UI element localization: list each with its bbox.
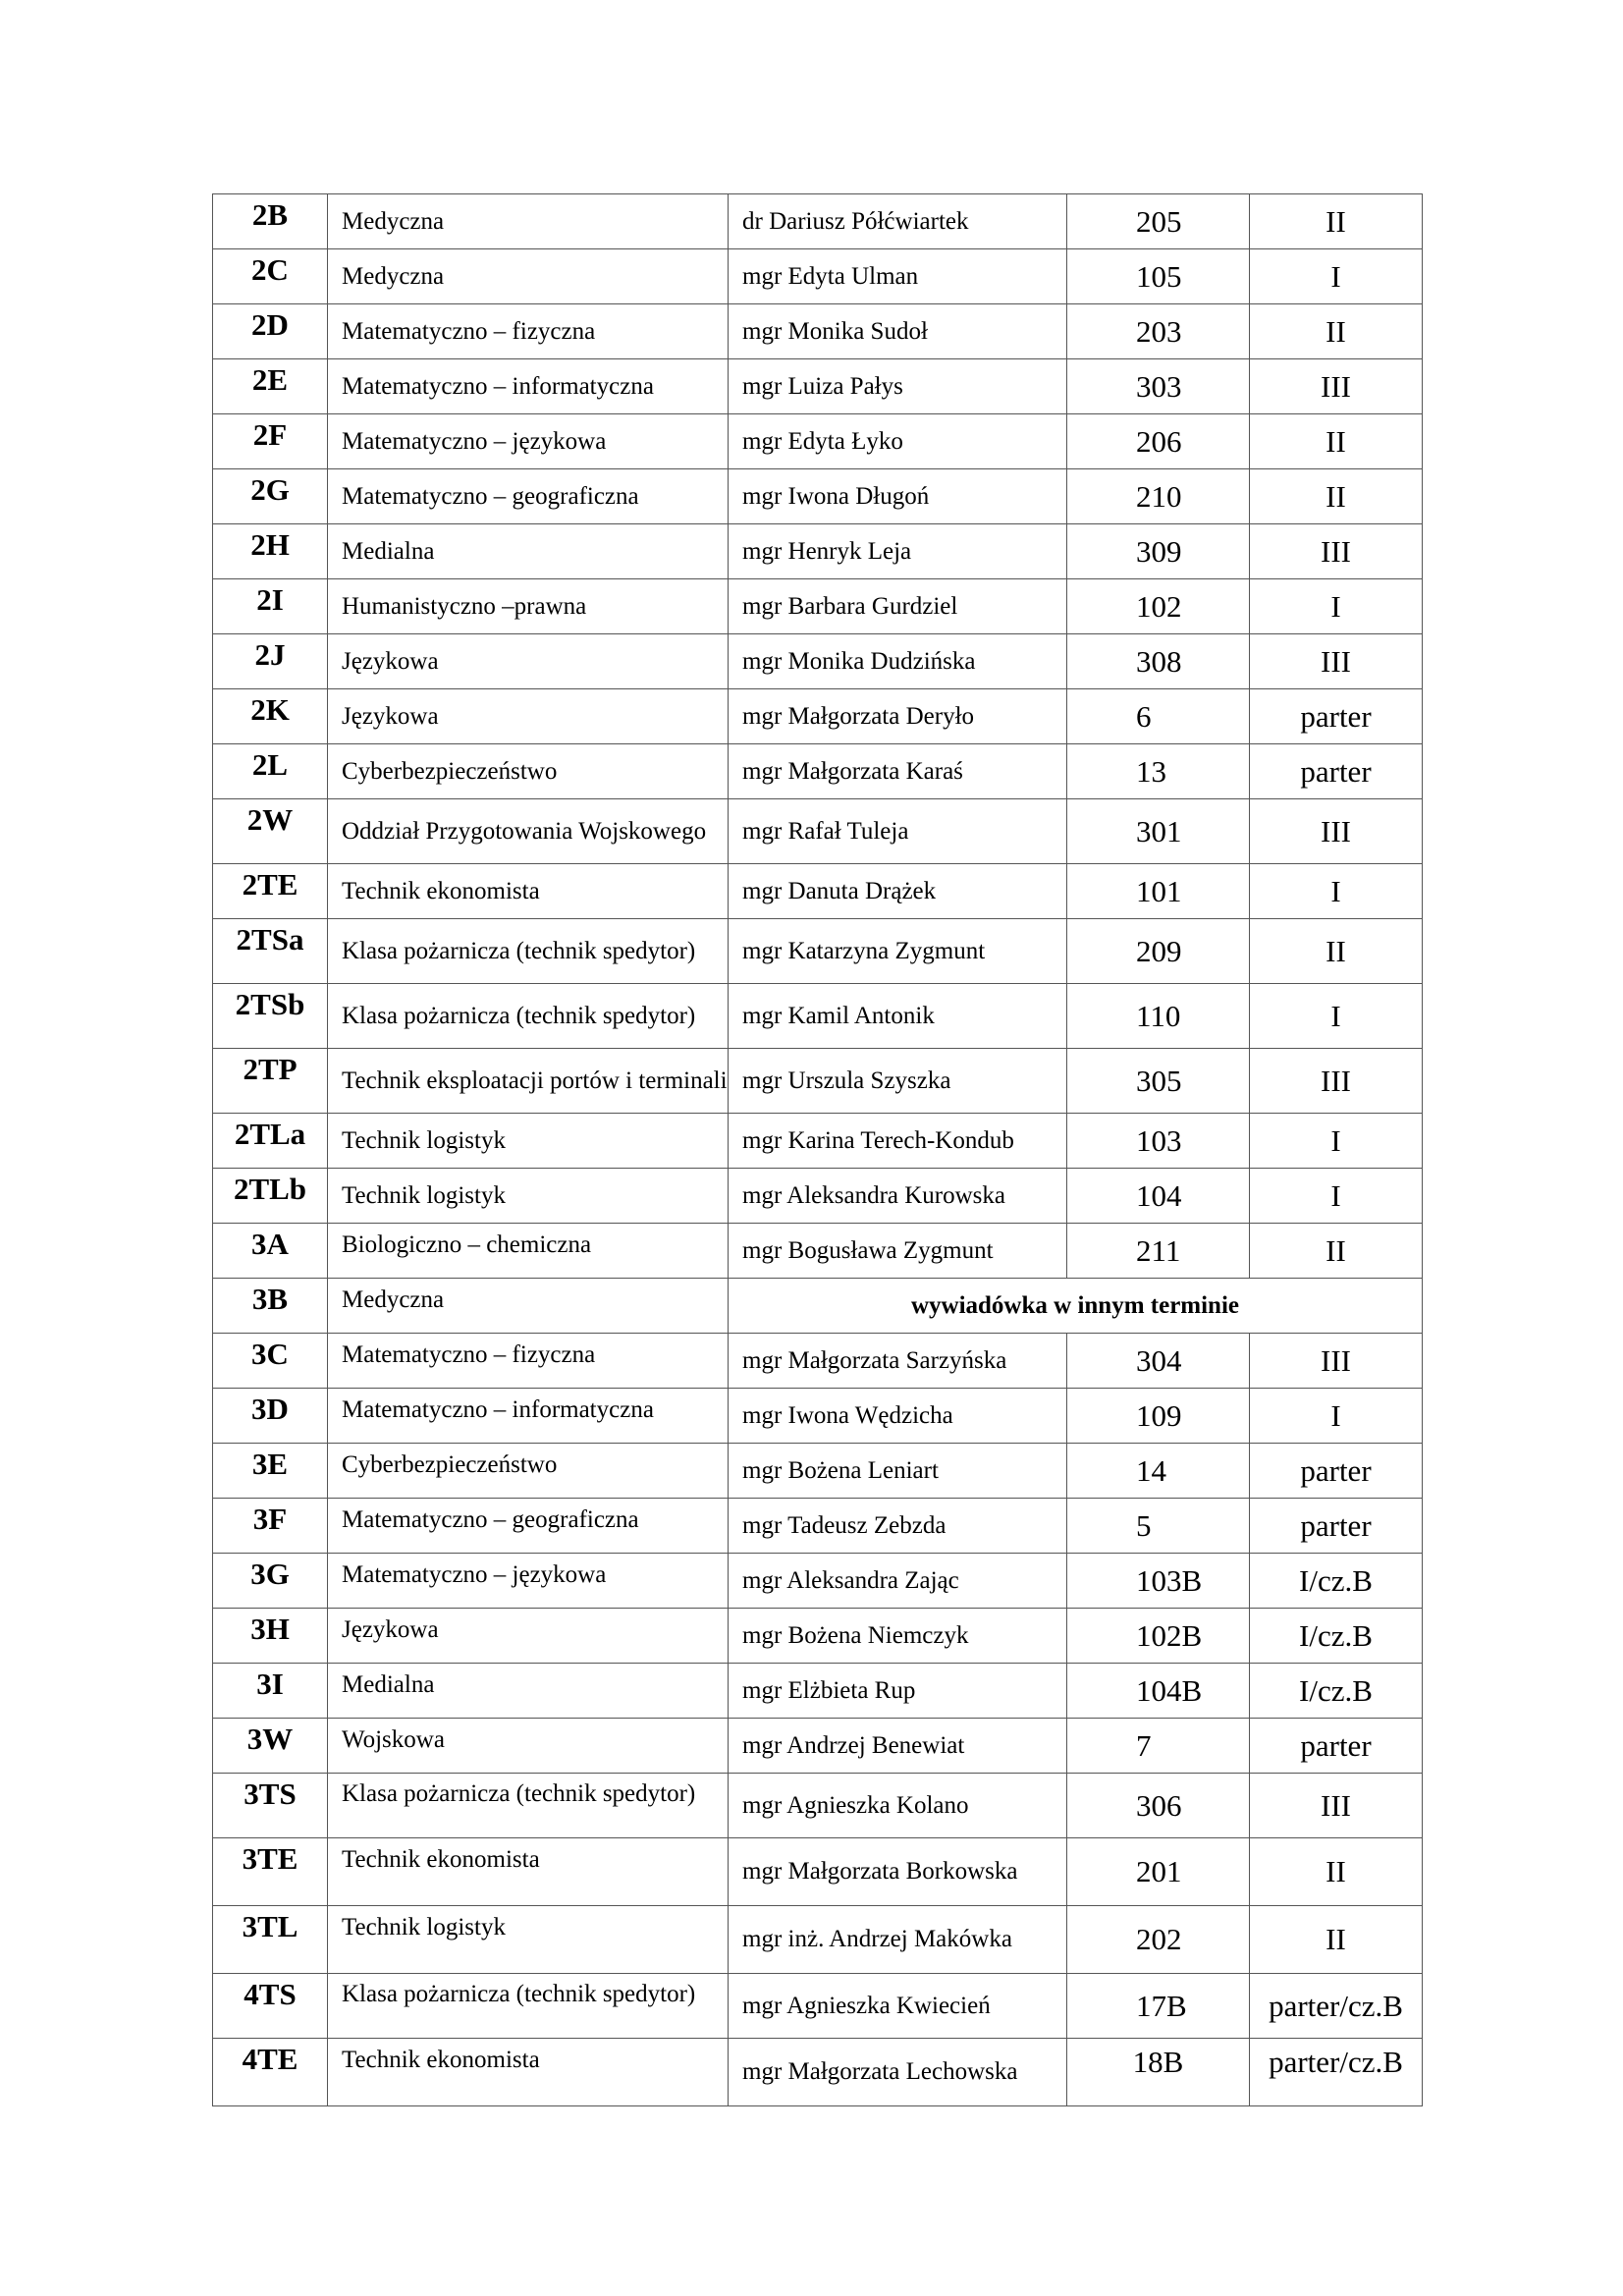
table-row (213, 1444, 1423, 1499)
teacher-name: mgr Rafał Tuleja (729, 799, 1067, 864)
teacher-name: mgr Aleksandra Kurowska (729, 1169, 1067, 1224)
class-profile: Matematyczno – fizyczna (328, 1334, 729, 1389)
room-number: 201 (1067, 1838, 1250, 1906)
table-row (213, 194, 1423, 249)
teacher-name: mgr Katarzyna Zygmunt (729, 919, 1067, 984)
table-row (213, 1049, 1423, 1114)
class-profile: Wojskowa (328, 1719, 729, 1774)
class-code: 3B (213, 1279, 328, 1334)
class-code: 2TE (213, 864, 328, 919)
teacher-name: mgr Agnieszka Kolano (729, 1774, 1067, 1838)
class-profile: Klasa pożarnicza (technik spedytor) (328, 1974, 729, 2039)
room-number: 303 (1067, 359, 1250, 414)
teacher-name: mgr Małgorzata Lechowska (729, 2039, 1067, 2106)
class-profile: Matematyczno – językowa (328, 1554, 729, 1609)
room-number: 306 (1067, 1774, 1250, 1838)
room-number: 202 (1067, 1906, 1250, 1974)
class-profile: Cyberbezpieczeństwo (328, 744, 729, 799)
table-row (213, 1774, 1423, 1838)
class-code: 2TLa (213, 1114, 328, 1169)
table-row (213, 744, 1423, 799)
floor-label: I (1250, 1389, 1423, 1444)
room-number: 205 (1067, 194, 1250, 249)
teacher-name: mgr Andrzej Benewiat (729, 1719, 1067, 1774)
teacher-name: mgr Edyta Łyko (729, 414, 1067, 469)
class-code: 2W (213, 799, 328, 864)
class-profile: Technik logistyk (328, 1169, 729, 1224)
table-row (213, 1224, 1423, 1279)
class-code: 2L (213, 744, 328, 799)
table-row (213, 1664, 1423, 1719)
class-code: 3TE (213, 1838, 328, 1906)
floor-label: parter (1250, 689, 1423, 744)
schedule-table (212, 193, 1423, 2106)
class-code: 2TP (213, 1049, 328, 1114)
room-number: 101 (1067, 864, 1250, 919)
table-row (213, 1499, 1423, 1554)
room-number: 103B (1067, 1554, 1250, 1609)
room-number: 7 (1067, 1719, 1250, 1774)
floor-label: II (1250, 1906, 1423, 1974)
floor-label: III (1250, 1049, 1423, 1114)
floor-label: I/cz.B (1250, 1554, 1423, 1609)
class-profile: Medyczna (328, 1279, 729, 1334)
room-number: 102B (1067, 1609, 1250, 1664)
class-profile: Cyberbezpieczeństwo (328, 1444, 729, 1499)
class-profile: Matematyczno – informatyczna (328, 1389, 729, 1444)
class-profile: Językowa (328, 1609, 729, 1664)
table-row (213, 249, 1423, 304)
table-row (213, 1974, 1423, 2039)
floor-label: parter/cz.B (1250, 2039, 1423, 2106)
floor-label: parter (1250, 1719, 1423, 1774)
class-code: 3TS (213, 1774, 328, 1838)
room-number: 304 (1067, 1334, 1250, 1389)
class-profile: Technik ekonomista (328, 1838, 729, 1906)
table-row (213, 524, 1423, 579)
class-profile: Klasa pożarnicza (technik spedytor) (328, 984, 729, 1049)
room-number: 206 (1067, 414, 1250, 469)
floor-label: I (1250, 579, 1423, 634)
class-code: 3I (213, 1664, 328, 1719)
room-number: 13 (1067, 744, 1250, 799)
table-row (213, 634, 1423, 689)
teacher-name: mgr Urszula Szyszka (729, 1049, 1067, 1114)
table-row (213, 919, 1423, 984)
class-code: 3W (213, 1719, 328, 1774)
teacher-name: mgr Monika Sudoł (729, 304, 1067, 359)
class-profile: Matematyczno – geograficzna (328, 469, 729, 524)
room-number: 203 (1067, 304, 1250, 359)
table-row (213, 469, 1423, 524)
teacher-name: mgr Małgorzata Sarzyńska (729, 1334, 1067, 1389)
room-number: 110 (1067, 984, 1250, 1049)
floor-label: III (1250, 524, 1423, 579)
class-profile: Medialna (328, 1664, 729, 1719)
room-number: 209 (1067, 919, 1250, 984)
class-code: 3H (213, 1609, 328, 1664)
teacher-name: mgr inż. Andrzej Makówka (729, 1906, 1067, 1974)
class-profile: Oddział Przygotowania Wojskowego (328, 799, 729, 864)
table-row (213, 689, 1423, 744)
floor-label: III (1250, 799, 1423, 864)
floor-label: I (1250, 1114, 1423, 1169)
floor-label: II (1250, 414, 1423, 469)
class-profile: Matematyczno – fizyczna (328, 304, 729, 359)
room-number: 301 (1067, 799, 1250, 864)
room-number: 210 (1067, 469, 1250, 524)
floor-label: I (1250, 984, 1423, 1049)
class-code: 2H (213, 524, 328, 579)
table-row (213, 304, 1423, 359)
teacher-name: mgr Bożena Niemczyk (729, 1609, 1067, 1664)
room-number: 211 (1067, 1224, 1250, 1279)
teacher-name: dr Dariusz Półćwiartek (729, 194, 1067, 249)
class-code: 3F (213, 1499, 328, 1554)
floor-label: III (1250, 634, 1423, 689)
floor-label: parter (1250, 744, 1423, 799)
table-row (213, 1719, 1423, 1774)
class-profile: Medyczna (328, 249, 729, 304)
class-code: 2D (213, 304, 328, 359)
teacher-name: mgr Małgorzata Deryło (729, 689, 1067, 744)
table-row (213, 1838, 1423, 1906)
class-profile: Językowa (328, 689, 729, 744)
table-row (213, 799, 1423, 864)
table-row (213, 1389, 1423, 1444)
table-row (213, 1609, 1423, 1664)
class-profile: Technik ekonomista (328, 2039, 729, 2106)
meeting-note: wywiadówka w innym terminie (729, 1279, 1423, 1334)
floor-label: II (1250, 304, 1423, 359)
table-row (213, 864, 1423, 919)
floor-label: I/cz.B (1250, 1664, 1423, 1719)
teacher-name: mgr Elżbieta Rup (729, 1664, 1067, 1719)
table-row (213, 1279, 1423, 1334)
teacher-name: mgr Małgorzata Karaś (729, 744, 1067, 799)
floor-label: I (1250, 249, 1423, 304)
class-profile: Medialna (328, 524, 729, 579)
floor-label: parter (1250, 1499, 1423, 1554)
room-number: 102 (1067, 579, 1250, 634)
floor-label: III (1250, 1774, 1423, 1838)
class-code: 3C (213, 1334, 328, 1389)
teacher-name: mgr Monika Dudzińska (729, 634, 1067, 689)
floor-label: II (1250, 194, 1423, 249)
teacher-name: mgr Iwona Wędzicha (729, 1389, 1067, 1444)
room-number: 105 (1067, 249, 1250, 304)
floor-label: II (1250, 469, 1423, 524)
class-code: 3TL (213, 1906, 328, 1974)
room-number: 109 (1067, 1389, 1250, 1444)
floor-label: III (1250, 1334, 1423, 1389)
teacher-name: mgr Karina Terech-Kondub (729, 1114, 1067, 1169)
class-code: 3G (213, 1554, 328, 1609)
floor-label: parter (1250, 1444, 1423, 1499)
class-code: 2F (213, 414, 328, 469)
class-code: 2I (213, 579, 328, 634)
class-code: 3D (213, 1389, 328, 1444)
room-number: 18B (1067, 2039, 1250, 2106)
floor-label: I/cz.B (1250, 1609, 1423, 1664)
room-number: 6 (1067, 689, 1250, 744)
room-number: 104 (1067, 1169, 1250, 1224)
class-profile: Matematyczno – językowa (328, 414, 729, 469)
class-code: 2J (213, 634, 328, 689)
room-number: 14 (1067, 1444, 1250, 1499)
teacher-name: mgr Barbara Gurdziel (729, 579, 1067, 634)
class-code: 2E (213, 359, 328, 414)
class-meeting-table (212, 193, 1422, 2106)
room-number: 5 (1067, 1499, 1250, 1554)
teacher-name: mgr Kamil Antonik (729, 984, 1067, 1049)
teacher-name: mgr Henryk Leja (729, 524, 1067, 579)
table-row (213, 1114, 1423, 1169)
teacher-name: mgr Małgorzata Borkowska (729, 1838, 1067, 1906)
teacher-name: mgr Tadeusz Zebzda (729, 1499, 1067, 1554)
floor-label: II (1250, 919, 1423, 984)
class-profile: Technik ekonomista (328, 864, 729, 919)
room-number: 305 (1067, 1049, 1250, 1114)
table-row (213, 414, 1423, 469)
room-number: 104B (1067, 1664, 1250, 1719)
class-code: 3A (213, 1224, 328, 1279)
table-row (213, 579, 1423, 634)
class-profile: Biologiczno – chemiczna (328, 1224, 729, 1279)
class-profile: Technik eksploatacji portów i terminali (328, 1049, 729, 1114)
table-row (213, 1334, 1423, 1389)
teacher-name: mgr Luiza Pałys (729, 359, 1067, 414)
class-profile: Klasa pożarnicza (technik spedytor) (328, 1774, 729, 1838)
floor-label: II (1250, 1838, 1423, 1906)
class-profile: Technik logistyk (328, 1906, 729, 1974)
class-profile: Klasa pożarnicza (technik spedytor) (328, 919, 729, 984)
class-profile: Matematyczno – informatyczna (328, 359, 729, 414)
teacher-name: mgr Agnieszka Kwiecień (729, 1974, 1067, 2039)
table-row (213, 1554, 1423, 1609)
teacher-name: mgr Iwona Długoń (729, 469, 1067, 524)
class-code: 2G (213, 469, 328, 524)
class-code: 2B (213, 194, 328, 249)
floor-label: II (1250, 1224, 1423, 1279)
class-profile: Językowa (328, 634, 729, 689)
room-number: 308 (1067, 634, 1250, 689)
teacher-name: mgr Bogusława Zygmunt (729, 1224, 1067, 1279)
table-row (213, 359, 1423, 414)
teacher-name: mgr Danuta Drążek (729, 864, 1067, 919)
floor-label: III (1250, 359, 1423, 414)
floor-label: parter/cz.B (1250, 1974, 1423, 2039)
room-number: 309 (1067, 524, 1250, 579)
class-code: 2C (213, 249, 328, 304)
teacher-name: mgr Bożena Leniart (729, 1444, 1067, 1499)
table-row (213, 1906, 1423, 1974)
class-profile: Humanistyczno –prawna (328, 579, 729, 634)
teacher-name: mgr Edyta Ulman (729, 249, 1067, 304)
class-code: 2TSb (213, 984, 328, 1049)
room-number: 103 (1067, 1114, 1250, 1169)
class-profile: Technik logistyk (328, 1114, 729, 1169)
class-code: 2TSa (213, 919, 328, 984)
room-number: 17B (1067, 1974, 1250, 2039)
class-code: 2TLb (213, 1169, 328, 1224)
class-profile: Medyczna (328, 194, 729, 249)
class-code: 3E (213, 1444, 328, 1499)
class-code: 4TS (213, 1974, 328, 2039)
teacher-name: mgr Aleksandra Zając (729, 1554, 1067, 1609)
table-row (213, 984, 1423, 1049)
class-code: 4TE (213, 2039, 328, 2106)
floor-label: I (1250, 864, 1423, 919)
class-code: 2K (213, 689, 328, 744)
floor-label: I (1250, 1169, 1423, 1224)
table-row (213, 2039, 1423, 2106)
table-row (213, 1169, 1423, 1224)
class-profile: Matematyczno – geograficzna (328, 1499, 729, 1554)
